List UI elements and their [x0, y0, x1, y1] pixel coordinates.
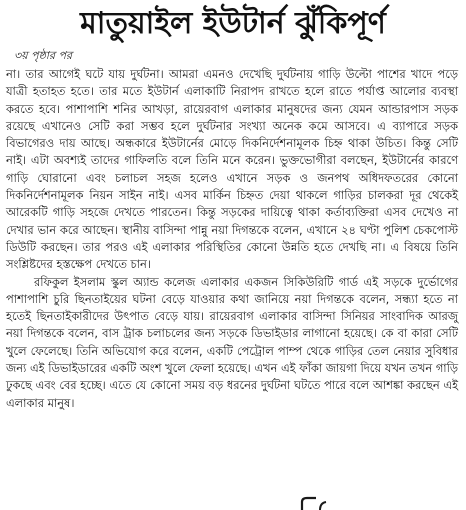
cropped-next-article-fragment — [298, 496, 338, 510]
article-paragraph: না। তার আগেই ঘটে যায় দুর্ঘটনা। আমরা এমনও দেখেছি দুর্ঘটনায় গাড়ি উল্টো পাশের খাদে পড়ে যাত্রী হতাহত হতে। তার মতে ইউটার্ন এলাকাটি নিরাপদ রাখতে হলে রাতে পর্যাপ্ত আলোর ব্যবস্থা করতে হবে। পাশাপাশি শনির আখড়া, রায়েরবাগ এলাকার মানুষদের জন্য যেমন আন্ডারপাস সড়ক রয়েছে এখানেও সেটি করা সম্ভব হলে দুর্ঘটনার সংখ্যা অনেক কমে আসবে। এ ব্যাপারে সড়ক বিভাগেরও দায় আছে। অন্ধকারে ইউটার্নের মোড়ে দিকনির্দেশনামূলক চিহ্ন থাকা উচিত। কিন্তু সেটি নাই। এটা অবশ্যই তাদের গাফিলতি বলে তিনি মনে করেন। ভুক্তভোগীরা বলছেন, ইউটার্নের কারণে গাড়ি ঘোরানো এবং চলাচল সহজ হলেও এখানে সড়ক ও জনপথ অধিদফতরের কোনো দিকনির্দেশনামূলক নিয়ন সাইন নাই। এসব মার্কিন চিহ্নত দেয়া থাকলে গাড়ির চালকরা দূর থেকেই আরেকটি গাড়ি সহজে দেখতে পারতেন। কিন্তু সড়কের দায়িত্বে থাকা কর্তাব্যক্তিরা এসব দেখেও না দেখার ভান করে আছেন। স্থানীয় বাসিন্দা পান্নু নয়া দিগন্তকে বলেন, এখানে ২৪ ঘণ্টা পুলিশ চেকপোস্ট ডিউটি করছেন। তার পরও এই এলাকার পরিস্থিতির কোনো উন্নতি হতে দেখছি না। এ বিষয়ে তিনি সংশ্লিষ্টদের হস্তক্ষেপ দেখতে চান। — [6, 67, 458, 272]
cropped-glyph-fragment — [298, 496, 338, 510]
article-paragraph: রফিকুল ইসলাম স্কুল অ্যান্ড কলেজ এলাকার একজন সিকিউরিটি গার্ড এই সড়কে দুর্ভোগের পাশাপাশি চুরি ছিনতাইয়ের ঘটনা বেড়ে যাওয়ার কথা জানিয়ে নয়া দিগন্তকে বলেন, সন্ধ্যা হতে না হতেই ছিনতাইকারীদের উৎপাত বেড়ে যায়। রায়েরবাগ এলাকার বাসিন্দা সিনিয়র সাংবাদিক আরজু নয়া দিগন্তকে বলেন, বাস ট্রাক চলাচলের জন্য সড়কে ডিভাইডার লাগানো হয়েছে। কে বা কারা সেটি খুলে ফেলেছে। তিনি অভিযোগ করে বলেন, একটি পেট্রোল পাম্প থেকে গাড়ির তেল নেয়ার সুবিধার জন্য এই ডিভাইডারের একটি অংশ খুলে ফেলা হয়েছে। এখন এই ফাঁকা জায়গা দিয়ে যখন তখন গাড়ি ঢুকছে এবং বের হচ্ছে। এতে যে কোনো সময় বড় ধরনের দুর্ঘটনা ঘটতে পারে বলে আশঙ্কা করছেন এই এলাকার মানুষ। — [6, 274, 458, 410]
continued-from-label: ৩য় পৃষ্ঠার পর — [14, 49, 73, 62]
article-body — [6, 66, 458, 412]
article-headline: মাতুয়াইল ইউটার্ন ঝুঁকিপূর্ণ — [80, 6, 386, 41]
